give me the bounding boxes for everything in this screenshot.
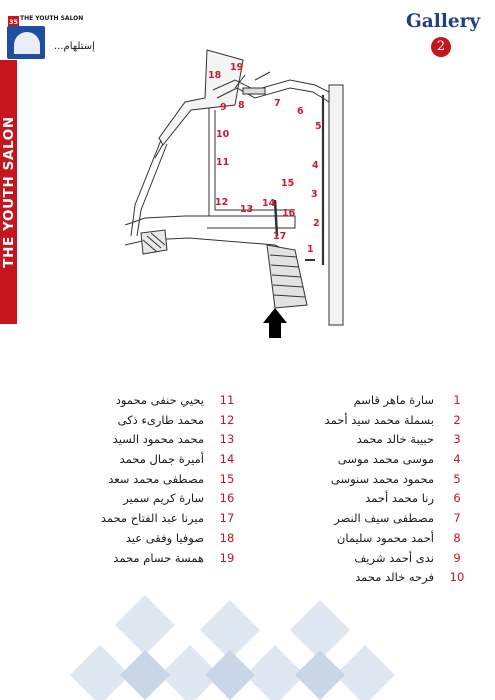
artist-number: 17 <box>219 511 235 526</box>
artist-name: موسى محمد موسى <box>337 452 434 467</box>
svg-text:19: 19 <box>230 62 244 73</box>
artist-list-item <box>290 569 470 589</box>
artist-list-item <box>290 451 470 471</box>
artist-number: 9 <box>453 550 461 565</box>
artist-list-item <box>290 510 470 530</box>
svg-text:15: 15 <box>281 178 295 189</box>
artist-name: همسة حسام محمد <box>113 550 204 565</box>
svg-text:17: 17 <box>273 231 287 242</box>
artist-number: 15 <box>219 471 235 486</box>
artist-number: 16 <box>219 491 235 506</box>
artist-list-item <box>90 550 240 570</box>
artist-number: 19 <box>219 550 235 565</box>
artist-list-item <box>290 392 470 412</box>
artist-list-left <box>90 392 240 569</box>
artist-name: محمد محمود السيد <box>112 432 204 447</box>
svg-text:18: 18 <box>208 70 222 81</box>
svg-text:11: 11 <box>216 157 230 168</box>
artist-list-item <box>90 412 240 432</box>
svg-text:3: 3 <box>311 189 318 200</box>
artist-name: ندى أحمد شريف <box>354 550 434 565</box>
svg-text:12: 12 <box>215 197 229 208</box>
artist-number: 12 <box>219 412 235 427</box>
artist-number: 5 <box>453 471 461 486</box>
page-title: Gallery <box>406 11 481 32</box>
side-band-text: THE YOUTH SALON <box>0 116 17 268</box>
svg-text:4: 4 <box>312 160 319 171</box>
artist-list-item <box>90 392 240 412</box>
artist-number: 2 <box>453 412 461 427</box>
logo-number-tag: 35 <box>8 16 19 29</box>
artist-list-item <box>290 471 470 491</box>
svg-text:14: 14 <box>262 198 276 209</box>
artist-number: 6 <box>453 491 461 506</box>
artist-list-item <box>90 530 240 550</box>
artist-name: بسملة محمد سيد أحمد <box>324 412 434 427</box>
artist-name: أميرة جمال محمد <box>119 452 204 467</box>
artist-list-item <box>90 510 240 530</box>
artist-name: أحمد محمود سليمان <box>336 530 434 545</box>
artist-name: حبيبة خالد محمد <box>356 432 434 447</box>
artist-name: يحيي حنفى محمود <box>115 393 204 407</box>
artist-name: محمد طارىء ذكى <box>117 412 204 427</box>
decorative-tiles <box>60 590 400 700</box>
artist-list-item <box>90 431 240 451</box>
svg-text:7: 7 <box>274 98 281 109</box>
artist-number: 13 <box>219 432 235 447</box>
artist-list-item <box>290 530 470 550</box>
svg-text:5: 5 <box>315 121 322 132</box>
artist-name: رنا محمد أحمد <box>365 491 434 506</box>
artist-list-item <box>90 490 240 510</box>
logo-emblem-icon <box>7 26 45 59</box>
artist-name: صوفيا وفقى عيد <box>125 530 204 545</box>
artist-list-item <box>90 471 240 491</box>
artist-number: 4 <box>453 452 461 467</box>
svg-text:13: 13 <box>240 204 254 215</box>
svg-text:10: 10 <box>216 129 230 140</box>
artist-name: مصطفى محمد سعد <box>108 471 204 486</box>
artist-number: 11 <box>219 393 235 407</box>
artist-list-item <box>290 550 470 570</box>
svg-text:16: 16 <box>282 208 296 219</box>
artist-number: 3 <box>453 432 461 447</box>
artist-name: سارة كريم سمير <box>123 491 204 506</box>
artist-number: 7 <box>453 511 461 526</box>
artist-name: ميرنا عبد الفتاح محمد <box>100 511 204 526</box>
svg-text:6: 6 <box>297 106 304 117</box>
svg-text:8: 8 <box>238 100 245 111</box>
gallery-number-badge: 2 <box>431 37 451 57</box>
artist-number: 10 <box>449 570 465 585</box>
artist-number: 1 <box>453 393 461 407</box>
up-arrow-icon <box>263 308 287 338</box>
artist-list-item <box>90 451 240 471</box>
artist-list-right <box>290 392 470 589</box>
artist-list-item <box>290 412 470 432</box>
side-band <box>0 60 17 324</box>
svg-text:9: 9 <box>220 102 227 113</box>
svg-text:2: 2 <box>313 218 320 229</box>
artist-name: محمود محمد سنوسى <box>330 471 434 486</box>
logo-caption: إستلهام... <box>54 41 95 52</box>
artist-list-item <box>290 490 470 510</box>
artist-number: 8 <box>453 530 461 545</box>
artist-number: 14 <box>219 452 235 467</box>
floor-plan <box>125 40 365 340</box>
artist-name: سارة ماهر قاسم <box>353 393 434 407</box>
svg-text:1: 1 <box>307 244 314 255</box>
logo-small-text: THE YOUTH SALON <box>20 15 84 22</box>
artist-name: فرحه خالد محمد <box>355 570 434 585</box>
artist-list-item <box>290 431 470 451</box>
artist-number: 18 <box>219 530 235 545</box>
artist-name: مصطفى سيف النصر <box>334 511 434 526</box>
